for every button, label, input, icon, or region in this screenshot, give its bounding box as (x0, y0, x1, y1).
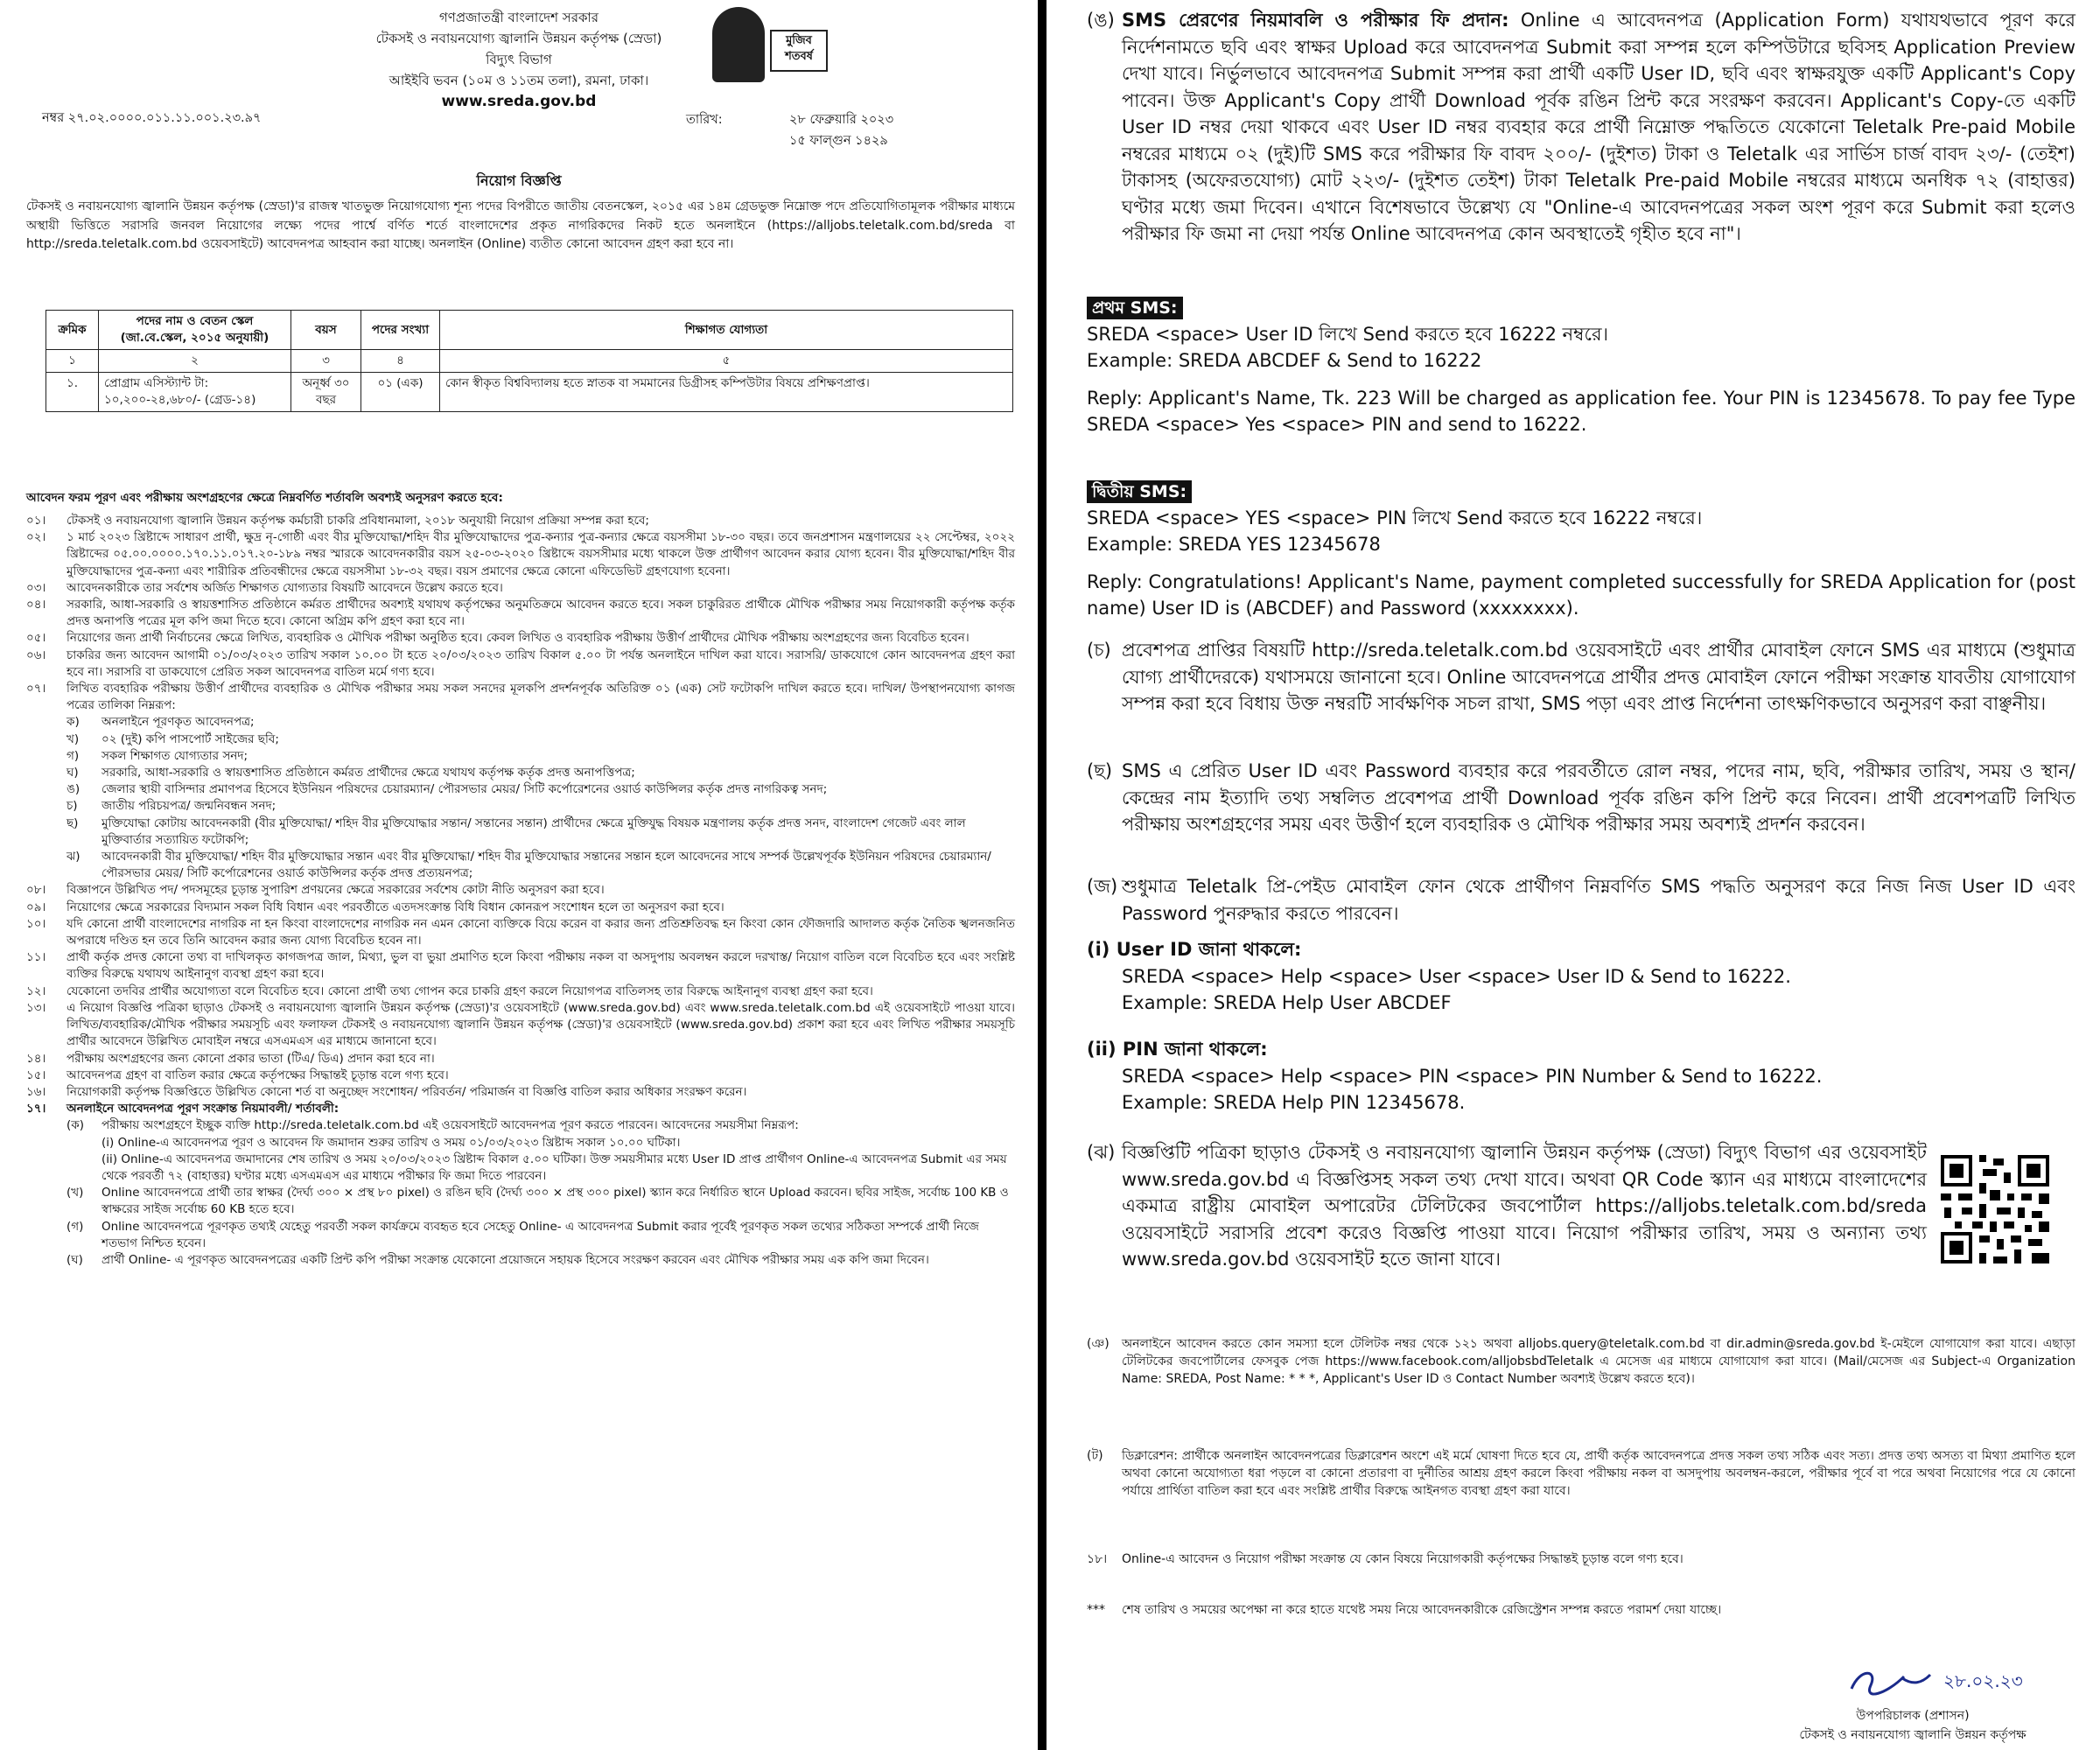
item-number: ০৫। (26, 631, 46, 646)
table-cell: ৩ (291, 350, 361, 373)
item-text: সরকারি, আধা-সরকারি ও স্বায়ত্তশাসিত প্রতিষ্ঠানে কর্মরত প্রার্থীদের অবশ্যই যথাযথ কর্তৃপক্ষের অনুমতিক্রমে আবেদন করতে হবে। সকল চাকুরিরত প্রার্থীকে মৌখিক পরীক্ষার সময় নিয়োগকারী কর্তৃপক্ষ কর্তৃক প্রদত্ত অনাপত্তি পত্রের মূল কপি জমা দিতে হবে। কোনো অগ্রিম কপি গ্রহণ করা হবে না। (66, 598, 1015, 629)
sub-number: (ক) (66, 1118, 84, 1133)
notice-title: নিয়োগ বিজ্ঞপ্তি (476, 172, 562, 189)
table-cell: ২ (99, 350, 291, 373)
sms-second-line: SREDA <space> YES <space> PIN লিখে Send করতে হবে 16222 নম্বরে। (1087, 507, 1703, 528)
list-item (1087, 1601, 2076, 1619)
item-number: (ছ) (1087, 760, 1113, 781)
letterhead (0, 7, 1038, 112)
sms-first-heading: প্রথম SMS: (1087, 297, 1183, 319)
memo-number: নম্বর ২৭.০২.০০০০.০১১.১১.০০১.২৩.৯৭ (42, 111, 262, 125)
sub-text: মুক্তিযোদ্ধা কোটায় আবেদনকারী (বীর মুক্তিযোদ্ধা/ শহিদ বীর মুক্তিযোদ্ধার সন্তান/ সন্তানের সন্তান) প্রার্থীদের ক্ষেত্রে মুক্তিযুদ্ধ বিষয়ক মন্ত্রণালয় কর্তৃক প্রদত্ত সনদ, বাংলাদেশ গেজেট এবং লাল মুক্তিবার্তার সত্যায়িত ফটোকপি; (102, 816, 966, 847)
sub-text: জেলার স্থায়ী বাসিন্দার প্রমাণপত্র হিসেবে ইউনিয়ন পরিষদের চেয়ারম্যান/ পৌরসভার মেয়র/ সিটি কর্পোরেশনের ওয়ার্ড কাউন্সিলর কর্তৃক প্রদত্ত নাগরিকত্ব সনদ; (102, 782, 828, 797)
section-ch (1087, 637, 2076, 718)
item-number: ১৪। (26, 1051, 46, 1066)
item-number: ১২। (26, 984, 46, 998)
sms-first-line: SREDA <space> User ID লিখে Send করতে হবে 16222 নম্বরে। (1087, 323, 1609, 345)
item-text: নিয়োগকারী কর্তৃপক্ষ বিজ্ঞপ্তিতে উল্লিখিত কোনো শর্ত বা অনুচ্ছেদ সংশোধন/ পরিবর্তন/ পরিমার্জন বা বিজ্ঞপ্তি বাতিল করার অধিকার সংরক্ষণ করেন। (66, 1084, 747, 1099)
item-number: ১৫। (26, 1068, 46, 1082)
item-number: (চ) (1087, 640, 1111, 661)
table-header-row (46, 311, 1013, 350)
notice-intro: টেকসই ও নবায়নযোগ্য জ্বালানি উন্নয়ন কর্তৃপক্ষ (স্রেডা)'র রাজস্ব খাতভুক্ত নিয়োগযোগ্য শূন্য পদের বিপরীতে জাতীয় বেতনস্কেল, ২০১৫ এর ১৪ম গ্রেডভুক্ত নিম্নোক্ত পদে প্রতিযোগিতামূলক পরীক্ষার মাধ্যমে অস্থায়ী ভিত্তিতে সরাসরি জনবল নিয়োগের লক্ষ্যে পদের পার্শ্বে বর্ণিত শর্তে বাংলাদেশের প্রকৃত নাগরিকদের নিকট হতে অনলাইনে (https://alljobs.teletalk.com.bd/sreda বা http://sreda.teletalk.com.bd ওয়েবসাইটে) আবেদনপত্র আহবান করা যাচ্ছে। অনলাইন (Online) ব্যতীত কোনো আবেদন গ্রহণ করা হবে না। (26, 200, 1015, 251)
sub-item (26, 1152, 1015, 1185)
letterhead-line-1: গণপ্রজাতন্ত্রী বাংলাদেশ সরকার (438, 10, 599, 25)
right-page (1046, 0, 2100, 1750)
item-number: ০৮। (26, 883, 46, 898)
letterhead-line-3: বিদ্যুৎ বিভাগ (486, 52, 552, 67)
sub-number: খ) (66, 732, 80, 746)
sub-item (26, 781, 1015, 798)
list-item (1087, 873, 2076, 927)
section-ng (1087, 7, 2076, 248)
sub-item (26, 816, 1015, 849)
list-item (26, 916, 1015, 949)
sub-item (26, 732, 1015, 748)
item-number: ০৯। (26, 900, 46, 914)
sub-number: (গ) (66, 1219, 84, 1234)
qr-code-icon (1937, 1152, 2053, 1267)
mujib-logo-text: মুজিব শতবর্ষ (770, 30, 828, 72)
table-header: ক্রমিক (46, 311, 99, 350)
conditions-list (26, 513, 1015, 1269)
recover-pin-line: SREDA <space> Help <space> PIN <space> PIN Number & Send to 16222. (1122, 1065, 1823, 1087)
sub-text: পরীক্ষায় অংশগ্রহণে ইচ্ছুক ব্যক্তি http://sreda.teletalk.com.bd এই ওয়েবসাইটে আবেদনপত্র পূরণ করতে পারবেন। আবেদনের সময়সীমা নিম্নরূপ: (102, 1118, 799, 1133)
table-header: পদের সংখ্যা (361, 311, 440, 350)
sub-item (26, 1135, 1015, 1152)
sub-text: Online আবেদনপত্রে পূরণকৃত তথ্যই যেহেতু পরবর্তী সকল কার্যক্রমে ব্যবহৃত হবে সেহেতু Online- এ আবেদনপত্র Submit করার পূর্বেই পূরণকৃত সকল তথ্যের সঠিকতা সম্পর্কে প্রার্থী নিজে শতভাগ নিশ্চিত হবেন। (102, 1219, 979, 1250)
list-item (26, 882, 1015, 899)
sub-item (26, 798, 1015, 815)
post-table (46, 310, 1013, 412)
signatory-designation: উপপরিচালক (প্রশাসন) (1856, 1709, 1970, 1723)
sub-item (26, 849, 1015, 882)
sub-number: ক) (66, 715, 80, 730)
sub-item (26, 1219, 1015, 1252)
item-text: নিয়োগের ক্ষেত্রে সরকারের বিদ্যমান সকল বিধি বিধান এবং পরবর্তীতে এতদসংক্রান্ত বিধি বিধান কোনরূপ সংশোধন হলে তা অনুসরণ করা হবে। (66, 900, 724, 914)
section-t (1087, 1447, 2076, 1500)
item-number: (জ) (1087, 876, 1118, 897)
sub-text: সকল শিক্ষাগত যোগ্যতার সনদ; (102, 748, 248, 763)
sub-number: (ঘ) (66, 1252, 83, 1267)
list-item (26, 1068, 1015, 1084)
section-nyo (1087, 1335, 2076, 1388)
list-item (26, 580, 1015, 597)
list-item (26, 529, 1015, 580)
table-cell: ৪ (361, 350, 440, 373)
sub-text: প্রার্থী Online- এ পূরণকৃত আবেদনপত্রের একটি প্রিন্ট কপি পরীক্ষা সংক্রান্ত যেকোনো প্রয়োজনে সহায়ক হিসেবে সংরক্ষণ করবেন এবং মৌখিক পরীক্ষার সময় এক কপি জমা দিবেন। (102, 1252, 929, 1267)
section-chh (1087, 758, 2076, 838)
sms-first (1087, 294, 2076, 438)
item-text: প্রবেশপত্র প্রাপ্তির বিষয়টি http://sreda.teletalk.com.bd ওয়েবসাইটে এবং প্রার্থীর মোবাইল ফোনে SMS এর মাধ্যমে (শুধুমাত্র যোগ্য প্রার্থীদেরকে) যথাসময়ে জানানো হবে। Online আবেদনপত্রে প্রার্থীর প্রদত্ত মোবাইল ফোনে পরীক্ষা সংক্রান্ত যাবতীয় যোগাযোগ সম্পন্ন করা হবে বিধায় উক্ত নম্বরটি সার্বক্ষণিক সচল রাখা, SMS পড়া এবং প্রাপ্ত নির্দেশনা তাৎক্ষণিকভাবে অনুসরণ করা বাঞ্ছনীয়। (1122, 640, 2076, 714)
item-number: ১৬। (26, 1084, 46, 1099)
sms-second-reply: Reply: Congratulations! Applicant's Name, payment completed successfully for SREDA Application for (post name) User ID is (ABCDEF) and Password (xxxxxxxx). (1087, 570, 2076, 619)
sub-text: (i) Online-এ আবেদনপত্র পূরণ ও আবেদন ফি জমাদান শুরুর তারিখ ও সময় ০১/০৩/২০২৩ খ্রিষ্টাব্দ সকাল ১০.০০ ঘটিকা। (102, 1135, 681, 1150)
item-number: *** (1087, 1603, 1105, 1617)
item-text: ১ মার্চ ২০২৩ খ্রিষ্টাব্দে সাধারণ প্রার্থী, ক্ষুদ্র নৃ-গোষ্ঠী এবং বীর মুক্তিযোদ্ধা/শহিদ বীর মুক্তিযোদ্ধাদের পুত্র-কন্যার পুত্র-কন্যার ক্ষেত্রে বয়সসীমা ১৮-৩০ বছর। তবে জনপ্রশাসন মন্ত্রণালয়ের ২২ সেপ্টেম্বর, ২০২২ খ্রিষ্টাব্দের ০৫.০০.০০০০.১৭০.১১.০১৭.২০-১৮৯ নম্বর স্মারকে আবেদনকারীর বয়স ২৫-০৩-২০২০ খ্রিষ্টাব্দে বয়সসীমার মধ্যে থাকলে উক্ত প্রার্থীগণ আবেদন করার যোগ্য হবেন। বীর মুক্তিযোদ্ধা/শহিদ বীর মুক্তিযোদ্ধাদের পুত্র-কন্যা এবং শারীরিক প্রতিবন্ধীদের ক্ষেত্রে বয়সসীমা ১৮-৩২ বছর। বয়স প্রমাণের ক্ষেত্রে কোনো এফিডেভিট গ্রহণযোগ্য হবেনা। (66, 530, 1015, 578)
sub-number: গ) (66, 748, 80, 763)
item-text: আবেদনকারীকে তার সর্বশেষ অর্জিত শিক্ষাগত যোগ্যতার বিষয়টি আবেদনে উল্লেখ করতে হবে। (66, 580, 503, 595)
sub-item (26, 714, 1015, 731)
date-label: তারিখ: (686, 113, 723, 127)
sub-number: চ) (66, 799, 78, 814)
signature-date: ২৮.০২.২৩ (1943, 1670, 2023, 1691)
sub-number: ছ) (66, 816, 79, 830)
date-block (686, 110, 894, 148)
sub-text: (ii) Online-এ আবেদনপত্র জমাদানের শেষ তারিখ ও সময় ২০/০৩/২০২৩ খ্রিষ্টাব্দ বিকাল ৫.০০ ঘটিকা। উক্ত সময়সীমার মধ্যে User ID প্রাপ্ত প্রার্থীগণ Online-এ আবেদনপত্র Submit এর সময় থেকে পরবর্তী ৭২ (বাহাত্তর) ঘণ্টার মধ্যে এসএমএস এর মাধ্যমে পরীক্ষার ফি জমা দিতে পারবেন। (102, 1152, 1007, 1183)
section-note (1087, 1601, 2076, 1619)
table-header: বয়স (291, 311, 361, 350)
page-divider (1038, 0, 1046, 1750)
item-text: লিখিত ব্যবহারিক পরীক্ষায় উত্তীর্ণ প্রার্থীদের ব্যবহারিক ও মৌখিক পরীক্ষার সময় সকল সনদের মূলকপি প্রদর্শনপূর্বক অতিরিক্ত ০১ (এক) সেট ফটোকপি দাখিল করতে হবে। দাখিল/ উপস্থাপনযোগ্য কাগজ পত্রের তালিকা নিম্নরূপ: (66, 682, 1015, 713)
sms-first-example: Example: SREDA ABCDEF & Send to 16222 (1087, 350, 1482, 371)
recover-pin-heading: (ii) PIN জানা থাকলে: (1087, 1039, 1268, 1060)
recover-user-id-heading: (i) User ID জানা থাকলে: (1087, 939, 1302, 960)
left-page (0, 0, 1038, 1750)
list-item (26, 1051, 1015, 1068)
list-item (26, 900, 1015, 916)
list-item (1087, 7, 2076, 248)
item-text (1122, 7, 2076, 248)
item-text: আবেদনপত্র গ্রহণ বা বাতিল করার ক্ষেত্রে কর্তৃপক্ষের সিদ্ধান্তই চূড়ান্ত বলে গণ্য হবে। (66, 1068, 449, 1082)
sub-item (26, 1252, 1015, 1269)
item-number: (ঝ) (1087, 1142, 1116, 1163)
signatory-block (1729, 1706, 2096, 1745)
item-body: Online এ আবেদনপত্র (Application Form) যথাযথভাবে পূরণ করে নির্দেশনামতে ছবি এবং স্বাক্ষর Upload করে আবেদনপত্র Submit করা সম্পন্ন হলে কম্পিউটারে ছবিসহ Application Preview দেখা যাবে। নির্ভুলভাবে আবেদনপত্র Submit সম্পন্ন করা প্রার্থী একটি User ID, ছবি এবং স্বাক্ষরযুক্ত একটি Applicant's Copy পাবেন। উক্ত Applicant's Copy প্রার্থী Download পূর্বক রঙিন প্রিন্ট করে সংরক্ষণ করবেন। Applicant's Copy-তে একটি User ID নম্বর দেয়া থাকবে এবং User ID নম্বর ব্যবহার করে প্রার্থী নিম্নোক্ত পদ্ধতিতে যেকোনো Teletalk Pre-paid Mobile নম্বরের মাধ্যমে ০২ (দুই)টি SMS করে পরীক্ষার ফি বাবদ ২০০/- (দুইশত) টাকা ও Teletalk এর সার্ভিস চার্জ বাবদ ২৩/- (তেইশ) টাকাসহ (অফেরতযোগ্য) মোট ২২৩/- (দুইশত তেইশ) টাকা Teletalk Pre-paid Mobile নম্বরের মাধ্যমে অনধিক ৭২ (বাহাত্তর) ঘণ্টার মধ্যে জমা দিবেন। এখানে বিশেষভাবে উল্লেখ্য যে "Online-এ আবেদনপত্রের সকল অংশ পূরণ করে Submit করা হলেও পরীক্ষার ফি জমা না দেয়া পর্যন্ত Online আবেদনপত্র কোন অবস্থাতেই গৃহীত হবে না"। (1122, 10, 2076, 244)
item-number: (ঙ) (1087, 10, 1115, 31)
sub-number: ঝ) (66, 850, 80, 864)
item-number: ১৭। (26, 1102, 46, 1116)
item-number: (ঞ) (1087, 1337, 1110, 1351)
signature-icon (1799, 1659, 2062, 1703)
list-item (26, 648, 1015, 681)
sub-text: Online আবেদনপত্রে প্রার্থী তার স্বাক্ষর (দৈর্ঘ্য ৩০০ × প্রস্থ ৮০ pixel) ও রঙিন ছবি (দৈর্ঘ্য ৩০০ × প্রস্থ ৩০০ pixel) স্ক্যান করে নির্ধারিত স্থানে Upload করবেন। ছবির সাইজ, সর্বোচ্চ 100 KB ও স্বাক্ষরের সাইজ সর্বোচ্চ 60 KB হতে হবে। (102, 1186, 1009, 1217)
list-item (26, 597, 1015, 630)
list-item (1087, 1447, 2076, 1500)
list-item (26, 1084, 1015, 1101)
recover-pin (1087, 1036, 2076, 1116)
list-item (26, 1000, 1015, 1051)
item-text: বিজ্ঞাপনে উল্লিখিত পদ/ পদসমূহের চূড়ান্ত সুপারিশ প্রণয়নের ক্ষেত্রে সরকারের সর্বশেষ কোটা নীতি অনুসরণ করা হবে। (66, 883, 605, 898)
sub-item (26, 1117, 1015, 1134)
recover-pin-example: Example: SREDA Help PIN 12345678. (1122, 1092, 1466, 1113)
sms-second (1087, 478, 2076, 622)
conditions-title: আবেদন ফরম পূরণ এবং পরীক্ষায় অংশগ্রহণের ক্ষেত্রে নিম্নবর্ণিত শর্তাবলি অবশ্যই অনুসরণ করতে হবে: (26, 491, 503, 505)
item-text: প্রার্থী কর্তৃক প্রদত্ত কোনো তথ্য বা দাখিলকৃত কাগজপত্র জাল, মিথ্যা, ভুল বা ভুয়া প্রমাণিত হলে কিংবা পরীক্ষায় নকল বা অসদুপায় অবলম্বন করলে দরখাস্ত/ নিয়োগ বাতিল বলে বিবেচিত হবে এবং সংশ্লিষ্ট ব্যক্তির বিরুদ্ধে যথাযথ আইনানুগ ব্যবস্থা গ্রহণ করা হবে। (66, 950, 1015, 982)
sub-item (26, 748, 1015, 765)
date-bangla: ১৫ ফাল্গুন ১৪২৯ (789, 134, 888, 148)
mujib-logo (705, 4, 836, 88)
table-header: পদের নাম ও বেতন স্কেল (জা.বে.স্কেল, ২০১৫ অনুযায়ী) (99, 311, 291, 350)
letterhead-line-2: টেকসই ও নবায়নযোগ্য জ্বালানি উন্নয়ন কর্তৃপক্ষ (স্রেডা) (375, 31, 662, 46)
sub-number: ঙ) (66, 782, 80, 797)
list-item (26, 949, 1015, 983)
table-cell: ৫ (440, 350, 1013, 373)
table-cell: কোন স্বীকৃত বিশ্ববিদ্যালয় হতে স্নাতক বা সমমানের ডিগ্রীসহ কম্পিউটার বিষয়ে প্রশিক্ষণপ্রাপ্ত। (440, 373, 1013, 412)
table-row (46, 373, 1013, 412)
item-text: বিজ্ঞপ্তিটি পত্রিকা ছাড়াও টেকসই ও নবায়নযোগ্য জ্বালানি উন্নয়ন কর্তৃপক্ষ (স্রেডা) বিদ্যুৎ বিভাগ এর ওয়েবসাইট www.sreda.gov.bd এ বিজ্ঞপ্তিসহ সকল তথ্য দেখা যাবে। অথবা QR Code স্ক্যান এর মাধ্যমে বাংলাদেশের একমাত্র রাষ্ট্রীয় মোবাইল অপারেটর টেলিটকের জবপোর্টাল https://alljobs.teletalk.com.bd/sreda ওয়েবসাইটে সরাসরি প্রবেশ করেও বিজ্ঞপ্তি পাওয়া যাবে। নিয়োগ পরীক্ষার তারিখ, সময় ও অন্যান্য তথ্য www.sreda.gov.bd ওয়েবসাইট হতে জানা যাবে। (1122, 1142, 1927, 1270)
sub-item (26, 1185, 1015, 1218)
sms-first-reply: Reply: Applicant's Name, Tk. 223 Will be charged as application fee. Your PIN is 12345678. To pay fee Type SREDA <space> Yes <space> PIN and send to 16222. (1087, 387, 2076, 435)
sub-text: সরকারি, আধা-সরকারি ও স্বায়ত্তশাসিত প্রতিষ্ঠানে কর্মরত প্রার্থীদের ক্ষেত্রে যথাযথ কর্তৃপক্ষ কর্তৃক প্রদত্ত অনাপত্তিপত্র; (102, 766, 635, 780)
list-item (1087, 1550, 2076, 1568)
section-18 (1087, 1550, 2076, 1568)
item-text: Online-এ আবেদন ও নিয়োগ পরীক্ষা সংক্রান্ত যে কোন বিষয়ে নিয়োগকারী কর্তৃপক্ষের সিদ্ধান্তই চূড়ান্ত বলে গণ্য হবে। (1122, 1552, 1684, 1566)
item-number: (ট) (1087, 1449, 1103, 1463)
recover-user-id-example: Example: SREDA Help User ABCDEF (1122, 992, 1452, 1013)
sub-text: অনলাইনে পূরণকৃত আবেদনপত্র; (102, 715, 255, 730)
item-text: ডিক্লারেশন: প্রার্থীকে অনলাইন আবেদনপত্রের ডিক্লারেশন অংশে এই মর্মে ঘোষণা দিতে হবে যে, প্রার্থী কর্তৃক আবেদনপত্রে প্রদত্ত সকল তথ্য সঠিক এবং সত্য। প্রদত্ত তথ্য অসত্য বা মিথ্যা প্রমাণিত হলে অথবা কোনো অযোগ্যতা ধরা পড়লে বা কোনো প্রতারণা বা দুর্নীতির আশ্রয় গ্রহণ করলে কিংবা পরীক্ষায় নকল বা অসদুপায় অবলম্বন-করলে, পরীক্ষার পূর্বে বা পরে অথবা নিয়োগের পরে যে কোনো পর্যায়ে প্রার্থিতা বাতিল করা হবে এবং সংশ্লিষ্ট প্রার্থীর বিরুদ্ধে আইনগত ব্যবস্থা গ্রহণ করা যাবে। (1122, 1449, 2076, 1498)
list-item (1087, 1139, 1927, 1273)
table-cell: ০১ (এক) (361, 373, 440, 412)
sms-second-heading: দ্বিতীয় SMS: (1087, 480, 1192, 503)
sub-number: (খ) (66, 1186, 84, 1200)
item-number: ১৩। (26, 1000, 46, 1015)
item-number: ১৮। (1087, 1552, 1108, 1566)
signatory-organization: টেকসই ও নবায়নযোগ্য জ্বালানি উন্নয়ন কর্তৃপক্ষ (1799, 1728, 2026, 1742)
recover-user-id (1087, 936, 2076, 1017)
item-text: নিয়োগের জন্য প্রার্থী নির্বাচনের ক্ষেত্রে লিখিত, ব্যবহারিক ও মৌখিক পরীক্ষা অনুষ্ঠিত হবে। কেবল লিখিত ও ব্যবহারিক পরীক্ষায় উত্তীর্ণ প্রার্থীদের মৌখিক পরীক্ষায় অংশগ্রহণের জন্য বিবেচিত হবেন। (66, 631, 970, 646)
item-text: শুধুমাত্র Teletalk প্রি-পেইড মোবাইল ফোন থেকে প্রার্থীগণ নিম্নবর্ণিত SMS পদ্ধতি অনুসরণ করে নিজ নিজ User ID এবং Password পুনরুদ্ধার করতে পারবেন। (1122, 876, 2076, 924)
letterhead-line-4: আইইবি ভবন (১০ম ও ১১তম তলা), রমনা, ঢাকা। (388, 73, 649, 88)
list-item (1087, 637, 2076, 718)
list-item (26, 630, 1015, 647)
table-cell: ১. (46, 373, 99, 412)
list-item (26, 1101, 1015, 1117)
item-text: পরীক্ষায় অংশগ্রহণের জন্য কোনো প্রকার ভাতা (টিএ/ ডিএ) প্রদান করা হবে না। (66, 1051, 435, 1066)
item-number: ০৪। (26, 598, 46, 612)
section-jh (1087, 1139, 1927, 1273)
item-text: শেষ তারিখ ও সময়ের অপেক্ষা না করে হাতে যথেষ্ট সময় নিয়ে আবেদনকারীকে রেজিস্ট্রেশন সম্পন্ন করতে পরামর্শ দেয়া যাচ্ছে। (1122, 1603, 1722, 1617)
sub-text: আবেদনকারী বীর মুক্তিযোদ্ধা/ শহিদ বীর মুক্তিযোদ্ধার সন্তান এবং বীর মুক্তিযোদ্ধা/ শহিদ বীর মুক্তিযোদ্ধার সন্তানের সন্তান হলে আবেদনের সাথে সম্পর্ক উল্লেখপূর্বক ইউনিয়ন পরিষদের চেয়ারম্যান/ পৌরসভার মেয়র/ সিটি কর্পোরেশনের ওয়ার্ড কাউন্সিলর কর্তৃক প্রদত্ত প্রত্যয়নপত্র; (102, 850, 991, 881)
list-item (1087, 1335, 2076, 1388)
item-number: ০২। (26, 530, 46, 545)
table-cell: প্রোগ্রাম এসিস্ট্যান্ট টা: ১০,২০০-২৪,৬৮০/- (গ্রেড-১৪) (99, 373, 291, 412)
list-item (26, 681, 1015, 714)
item-number: ১১। (26, 950, 46, 965)
item-text: যদি কোনো প্রার্থী বাংলাদেশের নাগরিক না হন কিংবা বাংলাদেশের নাগরিক নন এমন কোনো ব্যক্তিকে বিয়ে করেন বা করার জন্য প্রতিশ্রুতিবদ্ধ হন কিংবা কোন ফৌজদারি আদালত কর্তৃক নৈতিক স্খলনজনিত অপরাধে দণ্ডিত হন তবে তিনি আবেদন করার জন্য যোগ্য বিবেচিত হবেন না। (66, 916, 1015, 948)
section-j (1087, 873, 2076, 927)
item-text: চাকরির জন্য আবেদন আগামী ০১/০৩/২০২৩ তারিখ সকাল ১০.০০ টা হতে ২০/০৩/২০২৩ তারিখ বিকাল ৫.০০ টা পর্যন্ত অনলাইনে দাখিল করা যাবে। সরাসরি/ ডাকযোগে কোন আবেদনপত্র গ্রহণ করা হবে না। সরাসরি বা ডাকযোগে প্রেরিত সকল আবেদনপত্র বাতিল মর্মে গণ্য হবে। (66, 648, 1015, 679)
list-item (1087, 758, 2076, 838)
item-number: ০১। (26, 514, 46, 528)
item-text: যেকোনো তদবির প্রার্থীর অযোগ্যতা বলে বিবেচিত হবে। কোনো প্রার্থী তথ্য গোপন করে চাকরি গ্রহণ করলে নিয়োগপত্র বাতিলসহ তার বিরুদ্ধে আইনানুগ ব্যবস্থা গ্রহণ করা হবে। (66, 984, 873, 998)
item-number: ০৭। (26, 682, 46, 696)
sub-item (26, 765, 1015, 781)
sub-text: ০২ (দুই) কপি পাসপোর্ট সাইজের ছবি; (102, 732, 279, 746)
sub-number: ঘ) (66, 766, 79, 780)
recover-user-id-line: SREDA <space> Help <space> User <space> User ID & Send to 16222. (1122, 965, 1791, 987)
date-gregorian: ২৮ ফেব্রুয়ারি ২০২৩ (789, 113, 894, 127)
item-text: অনলাইনে আবেদন করতে কোন সমস্যা হলে টেলিটক নম্বর থেকে ১২১ অথবা alljobs.query@teletalk.com.bd বা dir.admin@sreda.gov.bd ই-মেইলে যোগাযোগ করা যাবে। এছাড়া টেলিটকের জবপোর্টালের ফেসবুক পেজ https://www.facebook.com/alljobsbdTeletalk এ মেসেজ এর মাধ্যমে যোগাযোগ করা যাবে। (Mail/মেসেজ এর Subject-এ Organization Name: SREDA, Post Name: * * *, Applicant's User ID ও Contact Number অবশ্যই উল্লেখ করতে হবে)। (1122, 1337, 2076, 1386)
item-number: ০৬। (26, 648, 46, 662)
portrait-icon (712, 7, 765, 82)
list-item (26, 984, 1015, 1000)
table-cell: ১ (46, 350, 99, 373)
item-text: SMS এ প্রেরিত User ID এবং Password ব্যবহার করে পরবর্তীতে রোল নম্বর, পদের নাম, ছবি, পরীক্ষার তারিখ, সময় ও স্থান/ কেন্দ্রের নাম ইত্যাদি তথ্য সম্বলিত প্রবেশপত্র প্রার্থী Download পূর্বক রঙিন কপি প্রিন্ট করে নিবেন। প্রার্থী প্রবেশপত্রটি লিখিত পরীক্ষায় অংশগ্রহণের সময় এবং উত্তীর্ণ হলে ব্যবহারিক ও মৌখিক পরীক্ষার সময় অবশ্যই প্রদর্শন করবেন। (1122, 760, 2076, 835)
sms-second-example: Example: SREDA YES 12345678 (1087, 534, 1381, 555)
item-lead: SMS প্রেরণের নিয়মাবলি ও পরীক্ষার ফি প্রদান: (1122, 10, 1509, 31)
table-cell: অনূর্ধ্ব ৩০ বছর (291, 373, 361, 412)
table-number-row (46, 350, 1013, 373)
letterhead-url: www.sreda.gov.bd (441, 93, 597, 110)
item-number: ১০। (26, 916, 46, 931)
item-text: এ নিয়োগ বিজ্ঞপ্তি পত্রিকা ছাড়াও টেকসই ও নবায়নযোগ্য জ্বালানি উন্নয়ন কর্তৃপক্ষ (স্রেডা)'র ওয়েবসাইটে (www.sreda.gov.bd) এবং www.sreda.teletalk.com.bd এই ওয়েবসাইটে পাওয়া যাবে। লিখিত/ব্যবহারিক/মৌখিক পরীক্ষার সময়সূচি এবং ফলাফল টেকসই ও নবায়নযোগ্য জ্বালানি উন্নয়ন কর্তৃপক্ষ (স্রেডা)'র ওয়েবসাইটে (www.sreda.gov.bd) প্রকাশ করা হবে এবং লিখিত পরীক্ষার সময়সূচি প্রার্থীর আবেদনে উল্লিখিত মোবাইল নম্বরে এসএমএস এর মাধ্যমে জানানো হবে। (66, 1000, 1015, 1049)
list-item (26, 513, 1015, 529)
sub-text: জাতীয় পরিচয়পত্র/ জন্মনিবন্ধন সনদ; (102, 799, 276, 814)
item-text: অনলাইনে আবেদনপত্র পূরণ সংক্রান্ত নিয়মাবলী/ শর্তাবলী: (66, 1102, 340, 1116)
item-text: টেকসই ও নবায়নযোগ্য জ্বালানি উন্নয়ন কর্তৃপক্ষ কর্মচারী চাকরি প্রবিধানমালা, ২০১৮ অনুযায়ী নিয়োগ প্রক্রিয়া সম্পন্ন করা হবে; (66, 514, 649, 528)
table-header: শিক্ষাগত যোগ্যতা (440, 311, 1013, 350)
item-number: ০৩। (26, 580, 46, 595)
